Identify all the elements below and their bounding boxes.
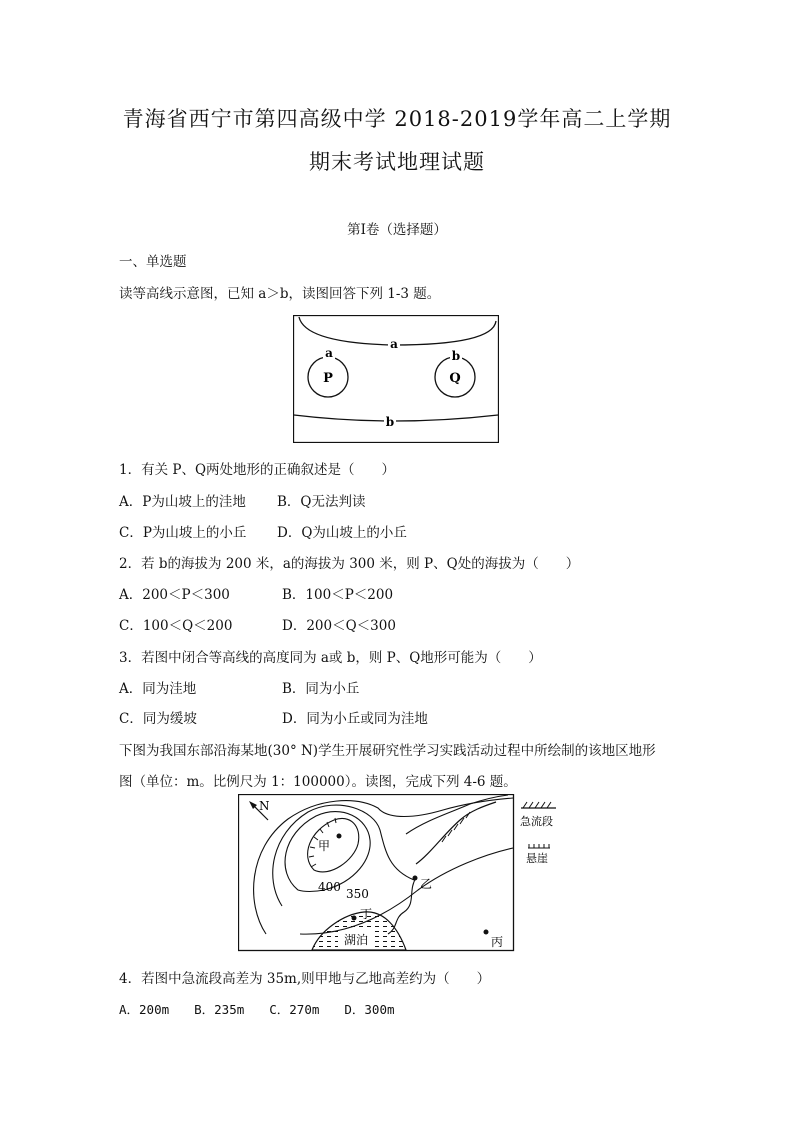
label-a-top: a	[390, 337, 398, 351]
contour-350	[273, 805, 414, 906]
q2-option-b: B．100＜P＜200	[282, 587, 394, 603]
north-label: N	[259, 799, 270, 813]
topographic-map-figure	[238, 794, 560, 952]
label-b-right: b	[451, 349, 461, 363]
point-jia	[337, 834, 342, 839]
q2-options-cd	[119, 614, 396, 634]
q4-stem: 4．若图中急流段高差为 35m,则甲地与乙地高差约为（ ）	[119, 971, 491, 987]
label-a-left: a	[325, 346, 333, 360]
rapids-hatch	[442, 812, 470, 842]
q3-option-b: B．同为小丘	[282, 681, 360, 697]
intro-1: 读等高线示意图，已知 a＞b，读图回答下列 1-3 题。	[119, 286, 441, 302]
q1-option-b: B．Q无法判读	[277, 494, 366, 510]
point-yi	[413, 876, 418, 881]
label-p: P	[323, 371, 333, 386]
q1-option-a: A．P为山坡上的洼地	[119, 494, 246, 510]
q3-stem: 3．若图中闭合等高线的高度同为 a或 b，则 P、Q地形可能为（ ）	[119, 650, 542, 666]
q3-option-a: A．同为洼地	[119, 681, 197, 697]
point-ding	[352, 916, 357, 921]
q1-options-ab	[119, 490, 366, 510]
q2-option-d: D．200＜Q＜300	[282, 618, 396, 634]
part-heading: 一、单选题	[119, 254, 187, 270]
contour-label-350: 350	[346, 887, 369, 901]
section-heading: 第I卷（选择题）	[347, 222, 447, 238]
legend-cliff-label: 悬崖	[526, 852, 548, 865]
contour-label-400: 400	[318, 880, 341, 894]
point-bing	[484, 930, 489, 935]
label-b-bottom: b	[385, 415, 395, 429]
label-bing: 丙	[491, 935, 504, 949]
q2-option-a: A．200＜P＜300	[119, 587, 230, 603]
intro-2-line-2: 图（单位：m。比例尺为 1：100000）。读图，完成下列 4-6 题。	[119, 774, 517, 790]
label-ding: 丁	[360, 907, 373, 921]
q1-option-d: D．Q为山坡上的小丘	[277, 525, 407, 541]
q2-options-ab	[119, 583, 394, 603]
q2-option-c: C．100＜Q＜200	[119, 618, 233, 634]
intro-2-line-1: 下图为我国东部沿海某地(30° N)学生开展研究性学习实践活动过程中所绘制的该地区地形	[119, 743, 656, 759]
q1-stem: 1．有关 P、Q两处地形的正确叙述是（ ）	[119, 462, 396, 478]
q3-options-ab	[119, 677, 360, 697]
river-rapids	[416, 802, 496, 864]
q3-options-cd	[119, 707, 428, 727]
label-jia: 甲	[318, 839, 331, 853]
q1-option-c: C．P为山坡上的小丘	[119, 525, 247, 541]
title-line-2: 期末考试地理试题	[309, 150, 485, 174]
q3-option-d: D．同为小丘或同为洼地	[282, 711, 428, 727]
title-line-1: 青海省西宁市第四高级中学 2018-2019学年高二上学期	[122, 107, 672, 131]
q3-option-c: C．同为缓坡	[119, 711, 197, 727]
contour-sketch-figure	[293, 315, 499, 443]
legend-rapids-hatch	[523, 802, 551, 808]
q4-options: A．200m B．235m C．270m D．300m	[119, 1002, 395, 1017]
q1-options-cd	[119, 521, 407, 541]
label-yi: 乙	[420, 877, 433, 891]
label-q: Q	[449, 371, 461, 386]
lake-label: 湖泊	[343, 933, 369, 947]
legend-rapids-label: 急流段	[520, 815, 553, 828]
q2-stem: 2．若 b的海拔为 200 米，a的海拔为 300 米，则 P、Q处的海拔为（ ）	[119, 556, 580, 572]
legend-cliff-symbol	[528, 844, 550, 848]
